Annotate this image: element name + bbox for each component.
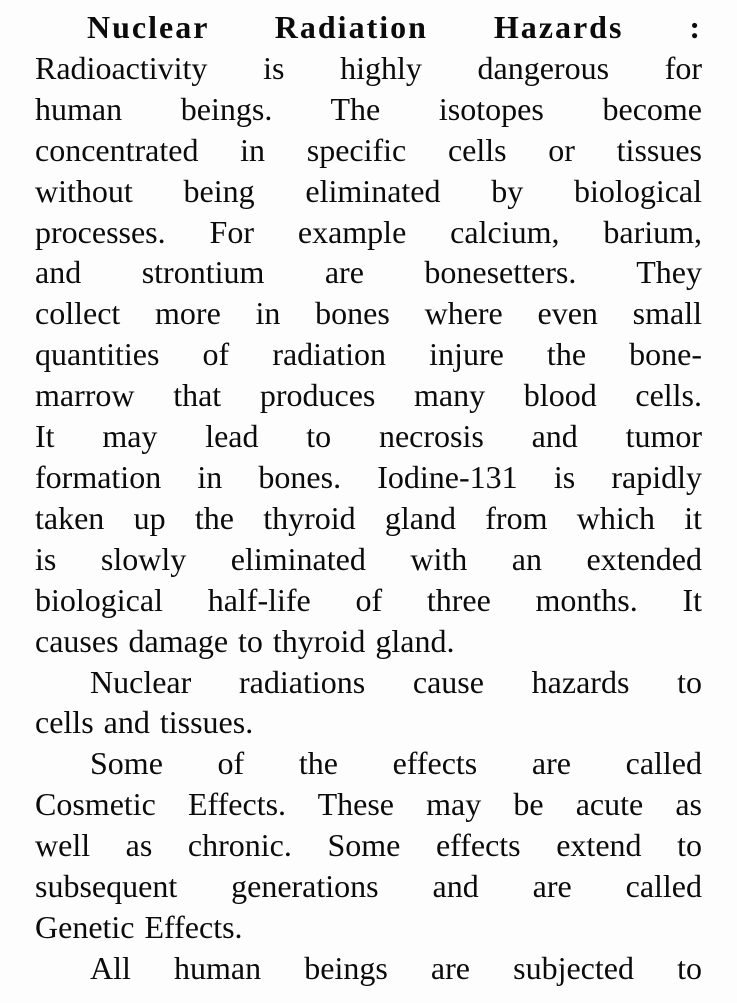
text-line: and strontium are bonesetters. They — [35, 254, 702, 291]
text-line: marrow that produces many blood cells. — [35, 377, 702, 414]
text-line: Some of the effects are called — [90, 745, 702, 782]
text-line: without being eliminated by biological — [35, 172, 702, 209]
text-line: well as chronic. Some effects extend to — [35, 827, 702, 864]
text-line: Nuclear radiations cause hazards to — [90, 663, 702, 700]
text-line: cells and tissues. — [35, 704, 254, 741]
text-line: causes damage to thyroid gland. — [35, 622, 455, 659]
text-line: All human beings are subjected to — [90, 949, 702, 986]
text-line: biological half-life of three months. It — [35, 581, 702, 618]
section-heading: Nuclear Radiation Hazards : — [87, 9, 702, 45]
text-line: Radioactivity is highly dangerous for — [35, 49, 702, 86]
text-line: is slowly eliminated with an extended — [35, 540, 702, 577]
text-line: Cosmetic Effects. These may be acute as — [35, 786, 702, 823]
text-line: human beings. The isotopes become — [35, 90, 702, 127]
text-line: It may lead to necrosis and tumor — [35, 418, 702, 455]
text-line: subsequent generations and are called — [35, 868, 702, 905]
text-line: quantities of radiation injure the bone- — [35, 336, 702, 373]
text-line: formation in bones. Iodine-131 is rapidly — [35, 458, 702, 495]
text-line: concentrated in specific cells or tissues — [35, 131, 702, 168]
text-line: collect more in bones where even small — [35, 295, 702, 332]
text-line: Genetic Effects. — [35, 908, 243, 945]
text-line: taken up the thyroid gland from which it — [35, 499, 702, 536]
text-line: processes. For example calcium, barium, — [35, 213, 702, 250]
